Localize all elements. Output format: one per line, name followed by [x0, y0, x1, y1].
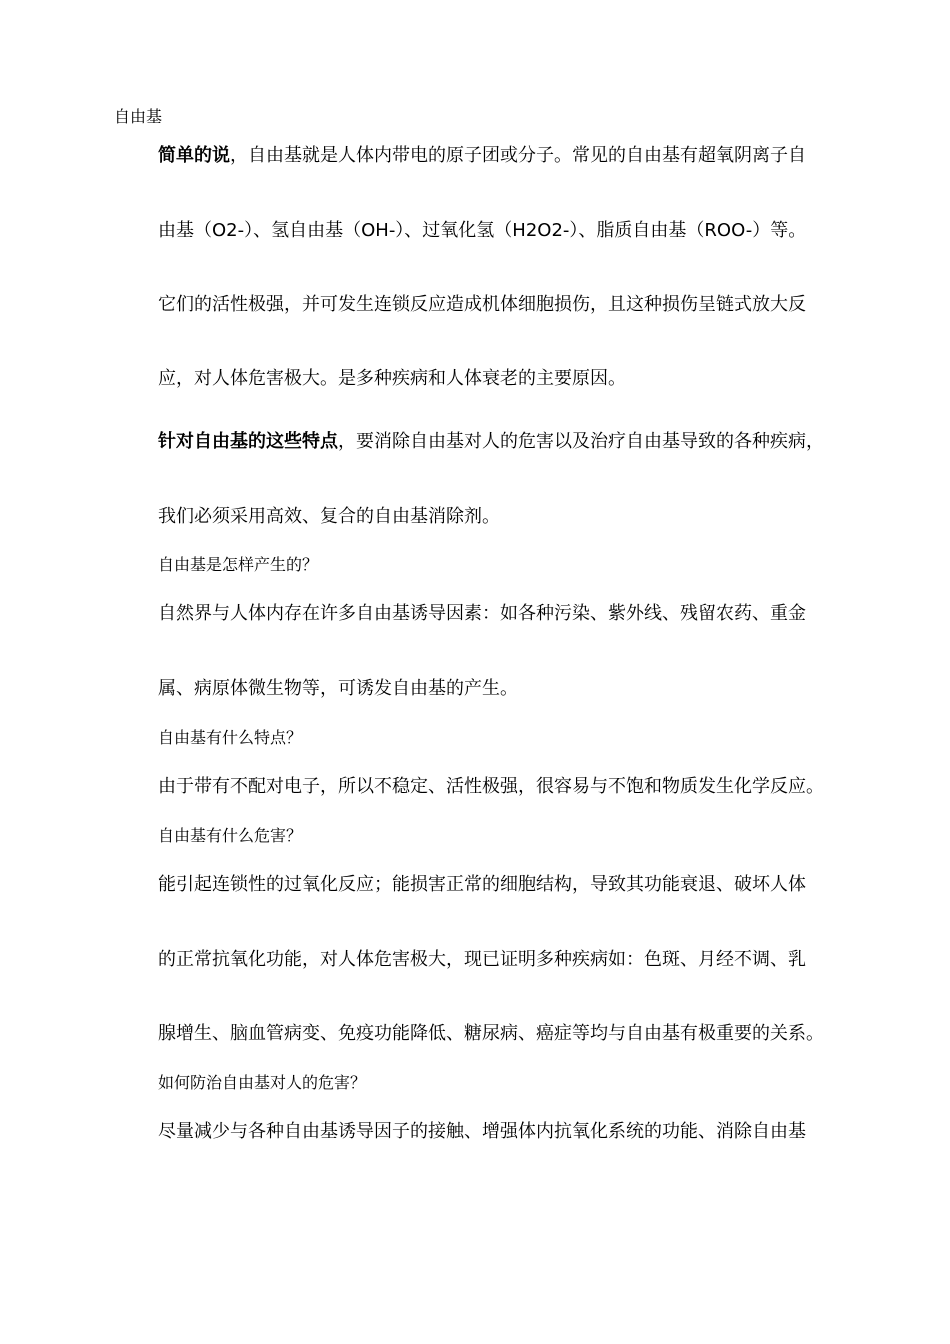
paragraph-line: 能引起连锁性的过氧化反应；能损害正常的细胞结构，导致其功能衰退、破坏人体 — [158, 874, 806, 895]
line-text: ，自由基就是人体内带电的原子团或分子。常见的自由基有超氧阴离子自 — [230, 145, 806, 166]
question-heading: 自由基是怎样产生的？ — [158, 555, 319, 574]
paragraph-line: 自然界与人体内存在许多自由基诱导因素：如各种污染、紫外线、残留农药、重金 — [158, 603, 806, 624]
document-title: 自由基 — [114, 107, 163, 126]
paragraph-line: 属、病原体微生物等，可诱发自由基的产生。 — [158, 678, 518, 699]
paragraph-line: 的正常抗氧化功能，对人体危害极大，现已证明多种疾病如：色斑、月经不调、乳 — [158, 949, 806, 970]
paragraph-line: 它们的活性极强，并可发生连锁反应造成机体细胞损伤，且这种损伤呈链式放大反 — [158, 294, 806, 315]
question-heading: 自由基有什么特点？ — [158, 728, 303, 747]
paragraph-line: 腺增生、脑血管病变、免疫功能降低、糖尿病、癌症等均与自由基有极重要的关系。 — [158, 1023, 824, 1044]
paragraph-line: 由于带有不配对电子，所以不稳定、活性极强，很容易与不饱和物质发生化学反应。 — [158, 776, 824, 797]
question-heading: 如何防治自由基对人的危害？ — [158, 1073, 367, 1092]
question-heading: 自由基有什么危害？ — [158, 826, 303, 845]
paragraph-line: 应，对人体危害极大。是多种疾病和人体衰老的主要原因。 — [158, 368, 626, 389]
paragraph-line: 尽量减少与各种自由基诱导因子的接触、增强体内抗氧化系统的功能、消除自由基 — [158, 1121, 806, 1142]
bold-lead: 针对自由基的这些特点 — [158, 431, 338, 452]
paragraph-line: 由基（O2-）、氢自由基（OH-）、过氧化氢（H2O2-）、脂质自由基（ROO-）等。 — [158, 220, 807, 241]
paragraph-line: 我们必须采用高效、复合的自由基消除剂。 — [158, 506, 500, 527]
paragraph-line — [158, 427, 824, 453]
bold-lead: 简单的说 — [158, 145, 230, 166]
line-text: ，要消除自由基对人的危害以及治疗自由基导致的各种疾病， — [338, 431, 824, 452]
paragraph-line — [158, 141, 806, 167]
